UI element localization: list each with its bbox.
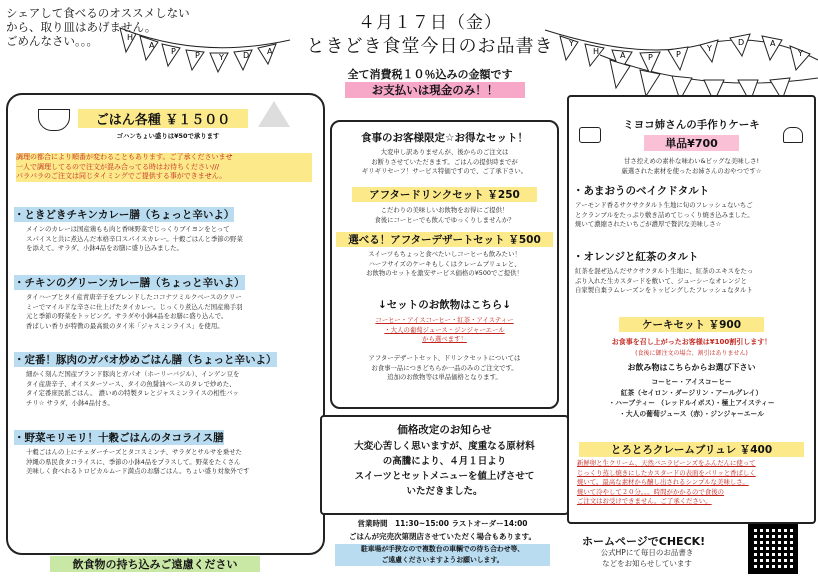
- homepage-desc: 公式HPにて毎日のお品書き などをお知らせしています: [600, 548, 694, 568]
- cake-single-price: 単品¥700: [644, 135, 739, 151]
- bunting-letter: P: [195, 51, 200, 60]
- bunting-letter: D: [243, 51, 250, 60]
- cake-set-discount: お食事を召し上がったお客様は¥100割引します！: [611, 338, 772, 346]
- cake-set-drink-list: コーヒー・アイスコーヒー 紅茶（セイロン・ダージリン・アールグレイ） ・ハーブティー （レッドルイボス）・極上アイスティー ・大人の葡萄ジュース（赤）・ジンジャーエール: [608, 378, 775, 418]
- bunting-letter: A: [149, 41, 155, 50]
- cake-item-orange-tea-tart: ・オレンジと紅茶のタルト: [573, 251, 699, 263]
- tax-note: 全て消費税１０％込みの金額です: [347, 68, 513, 81]
- cake-panel: [567, 95, 816, 524]
- menu-item-green-curry: ・チキンのグリーンカレー膳（ちょっと辛いよ）: [14, 277, 245, 289]
- bunting-letter: Y: [569, 39, 574, 48]
- cake-desc: 甘さ控えめの素朴な味わい&ビッグな美味しさ! 厳選された素材を使ったお姉さんのおやつです☆: [621, 157, 762, 175]
- menu-item-gapao-desc: 細かく刻んだ国産ブランド豚肉とガパオ（ホーリーバジル）、インゲン豆を タイ産唐辛子、オイスターソース、タイの魚醤油ベースのタレで炒めた、 タイ定番庶民派ごはん。 濃いめの特製タレとジャスミンライスの相性バッ チリ☆ サラダ、小鉢4品付き。: [26, 370, 240, 407]
- cake-item-orange-tea-tart-desc: 紅茶を混ぜ込んだサクサクタルト生地に、紅茶のエキスをたっ ぷり入れた生カスタードを敷いて、ジューシーなオレンジと 自家製自棄ラムレーズンをトッピングしたフレッシュなタルト: [575, 267, 754, 294]
- cash-only-note: お支払いは現金のみ！！: [345, 82, 525, 98]
- bunting-letter: A: [770, 39, 776, 48]
- set-heading: 食事のお客様限定☆お得なセット！: [361, 132, 528, 144]
- set-drinks-list: コーヒー・アイスコーヒー・紅茶・アイスティー ・大人の葡萄ジュース・ジンジャーエール から選べます！: [375, 316, 514, 343]
- rice-menu-panel: [6, 93, 325, 555]
- sold-out-note: ごはんが完売次第閉店させていただく場合もあります。: [349, 532, 536, 541]
- cake-heading: ミヨコ姉さんの手作りケーキ: [623, 119, 760, 131]
- bunting-letter: D: [738, 38, 745, 47]
- cake-item-amaou-tart: ・あまおうのベイクドタルト: [573, 185, 710, 197]
- menu-item-taco-rice: ・野菜モリモリ！十穀ごはんのタコライス膳: [14, 432, 224, 444]
- bunting-letter: P: [676, 50, 681, 59]
- set-drinks-heading: ↓セットのお飲物はこちら↓: [377, 299, 512, 311]
- bunting-letter: A: [620, 51, 626, 60]
- bunting-letter: A: [267, 47, 273, 56]
- menu-item-chicken-curry: ・ときどきチキンカレー膳（ちょっと辛いよ）: [14, 209, 235, 221]
- price-revision-text: 大変心苦しく思いますが、度重なる原材料 の高騰により、４月１日より スイーツとセットメニューを値上げさせて いただきました。: [354, 441, 535, 497]
- after-dessert-desc: スイーツもちょっと食べたいしコーヒーも飲みたい！ ハーフサイズのケーキもしくはクレームブリュレと、 お飲物のセットを激安サービス価格の¥500でご提供！: [366, 250, 523, 277]
- creme-brulee-desc: 新鮮卵と生クリーム、天然バニラビーンズをふんだんに使って じっくり蒸し焼きにしたカスタードの表面をパリッと香ばしく 焼いて。最高な素材から醸し出されるシンプルな美味しさ。 焼いて冷やして２０分。。。時間がかかるので食後の ご注文はお受けできません。ご了承ください。: [577, 459, 756, 505]
- price-revision-panel: [320, 415, 569, 515]
- menu-item-green-curry-desc: タイハーブとタイ産青唐辛子をブレンドしたココナツミルクベースのクリー ミーでマイルドな辛さに仕上げたタイカレー。じっくり煮込んだ国産鶏手羽 元と季節の野菜をトッピング。サラダや小鉢4品をお膳に盛り込んで。 香ばしい香りが特徴の最高級のタイ米「ジャスミンライス」を使用。: [26, 293, 243, 330]
- homepage-heading[interactable]: ホームページでCHECK!: [582, 535, 706, 548]
- cake-set-discount-sub: (食後に御注文の場合、割引はありません): [635, 350, 748, 357]
- cake-item-amaou-tart-desc: アーモンド香るサクサクタルト生地に旬のフレッシュないちご とクランブルをたっぷり敷き詰めてじっくり焼き込みました。 焼いて濃縮されたいちごが濃厚で贅沢な美味しさ☆: [575, 201, 754, 228]
- order-notice: 調理の都合により順番が変わることもあります。ご了承くださいませ 一人で調理してるので注文が混み合ってる時はお待ちください/// パラパラのご注文は同じタイミングでご提供する事ができません。: [16, 153, 312, 182]
- menu-date: ４月１７日（金）: [358, 13, 502, 33]
- business-hours: 営業時間 11:30~15:00 ラストオーダー14:00: [357, 519, 528, 528]
- price-revision-heading: 価格改定のお知らせ: [397, 424, 492, 436]
- menu-item-chicken-curry-desc: メインのカレーは国産鶏もも肉と香味野菜でじっくりブイヨンをとって スパイスと共に煮込んだ本格辛口スパイスカレー。十穀ごはんと季節の野菜 を添えて。サラダ、小鉢4品をお膳に盛り込みました。: [26, 225, 243, 252]
- bunting-letter: H: [127, 33, 134, 42]
- creme-brulee-heading: とろとろクレームブリュレ ￥400: [579, 442, 804, 457]
- parking-note: 駐車場が手狭なので複数台の車輌での待ち合わせ等、 ご遠慮くださいますようお願いします。: [335, 544, 550, 566]
- set-desc: 大変申し訳ありませんが、後からのご注文は お断りさせていただきます。ごはんの提供時までが ギリギリセーフ！サービス特価ですので、ご了承下さい。: [361, 148, 528, 175]
- set-menu-panel: [330, 120, 559, 409]
- after-drink-desc: こだわりの美味しいお飲物をお得にご提供！ 食後にコーヒーでも飲んでゆっくりしませんか？: [374, 206, 515, 224]
- rice-menu-heading: ごはん各種 ￥１５００: [78, 109, 248, 128]
- cake-set-heading: ケーキセット ￥900: [619, 317, 764, 332]
- bunting-letter: Y: [219, 53, 224, 62]
- bunting-letter: Y: [707, 44, 712, 53]
- qr-code-icon[interactable]: [748, 524, 798, 574]
- bunting-letter: H: [593, 47, 600, 56]
- apology-note: シェアして食べるのオススメしない から、取り皿はあげません。 ごめんなさい。。。: [6, 6, 190, 48]
- rice-small-portion-note: ゴハンちょい盛りは¥50で承ります: [116, 132, 220, 140]
- menu-item-taco-rice-desc: 十穀ごはんの上にチェダーチーズとタコスミンチ、サラダとサルサを乗せた 沖縄の県民食タコライスに、季節の小鉢4品をプラスして。野菜をたくさん 美味しく食べれるトロピカルムード満点のお膳ごはん。ちょい盛り対象外です: [26, 448, 250, 475]
- menu-item-gapao: ・定番！豚肉のガパオ炒めごはん膳（ちょっと辛いよ）: [14, 354, 277, 366]
- onigiri-icon: [258, 101, 290, 127]
- cake-icon: [579, 127, 601, 143]
- no-outside-food-notice: 飲食物の持ち込みご遠慮ください: [50, 556, 260, 572]
- bento-icon: [38, 109, 70, 131]
- page-title: ときどき食堂今日のお品書き: [306, 36, 554, 57]
- bunting-letter: P: [171, 47, 176, 56]
- cupcake-icon: [783, 127, 803, 143]
- bunting-letter: P: [648, 53, 653, 62]
- after-dessert-set: 選べる！アフターデザートセット ￥500: [336, 232, 553, 247]
- after-drink-set: アフタードリンクセット ￥250: [352, 187, 537, 202]
- bunting-letter: Y: [798, 49, 803, 58]
- set-drinks-note: アフターデザートセット、ドリンクセットについては お食事一品につきどちらか一品のみのご注文です。 追加のお飲物等は単品価格となります。: [368, 354, 521, 381]
- cake-set-drink-choice: お飲み物はこちらからお選び下さい: [627, 363, 756, 372]
